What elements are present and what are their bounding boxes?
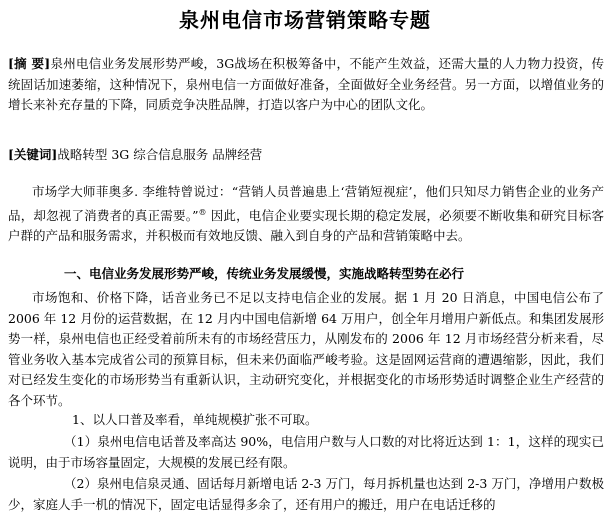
section-paragraph: 市场饱和、价格下降，话音业务已不足以支持电信企业的发展。据 1 月 20 日消息，中国电信公布了 2006 年 12 月份的运营数据，在 12 月内中国电信新增 64 万用户，创全年月增用户新低点。和集团发展形势一样，泉州电信也正经受着前所未有的市场经营压力，从刚发布的 2006 年 12 月市场经营分析来看，尽管业务收入基本完成省公司的预算目标，但未来仍面临严峻考验。这是固网运营商的遭遇缩影，因此，我们对已经发生变化的市场形势当有重新认识，主动研究变化，并根据变化的市场形势适时调整企业生产经营的各个环节。 [8,290,604,408]
section-heading: 一、电信业务发展形势严峻，传统业务发展缓慢，实施战略转型势在必行 [64,266,465,281]
point-2-paragraph: （2）泉州电信泉灵通、固话每月新增电话 2-3 万门，每月拆机量也达到 2-3 万门，净增用户数极少，家庭人手一机的情况下，固定电话显得多余了，还有用户的搬迁，用户在电话迁移的 [8,476,604,512]
keywords-label: [关键词] [8,147,58,162]
intro-quote: 市场学大师菲奥多. 李维特曾说过：“营销人员普遍患上‘营销短视症’，他们只知尽力销售企业的业务产品，却忽视了消费者的真正需要。” [8,184,604,223]
abstract-paragraph [8,54,604,116]
keywords-paragraph [8,145,604,166]
abstract-text: 泉州电信业务发展形势严峻，3G战场在积极筹备中，不能产生效益，还需大量的人力物力投资，传统固话加速萎缩，这种情况下，泉州电信一方面做好准备，全面做好全业务经营。另一方面，以增值业务的增长来补充存量的下降，同质竞争决胜品牌，打造以客户为中心的团队文化。 [8,56,604,112]
footnote-marker: ® [198,207,207,217]
keywords-text: 战略转型 3G 综合信息服务 品牌经营 [57,147,263,162]
sub-heading: 1、以人口普及率看，单纯规模扩张不可取。 [72,412,318,427]
point-1-paragraph: （1）泉州电信电话普及率高达 90%，电信用户数与人口数的对比将近达到 1：1，这样的现实已说明，由于市场容量固定，大规模的发展已经有限。 [8,434,604,470]
abstract-label: [摘 要] [8,56,51,71]
intro-paragraph [8,182,604,247]
page-title: 泉州电信市场营销策略专题 [179,8,431,32]
intro-conclusion: 因此，电信企业要实现长期的稳定发展，必须要不断收集和研究目标客户群的产品和服务需求，并积极而有效地反馈、融入到自身的产品和营销策略中去。 [8,207,604,244]
